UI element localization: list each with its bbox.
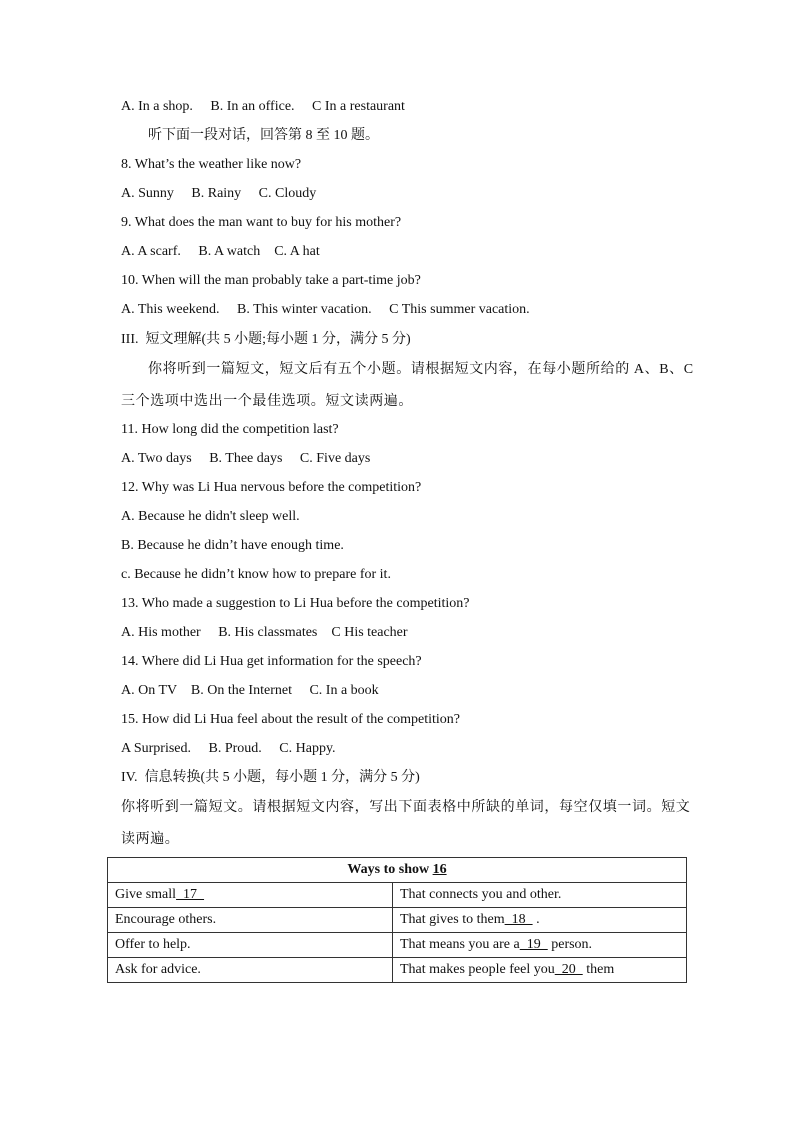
question-14: 14. Where did Li Hua get information for the speech?: [121, 654, 422, 669]
q12-option-a: A. Because he didn't sleep well.: [121, 509, 300, 524]
cell-text: Give small: [115, 887, 177, 902]
table-cell-left: [108, 958, 393, 983]
table-cell-left: [108, 933, 393, 958]
q8-options: A. Sunny B. Rainy C. Cloudy: [121, 186, 317, 201]
table-header-text: Ways to show: [347, 862, 433, 877]
info-table: [107, 857, 687, 983]
cell-text-after: .: [532, 912, 540, 927]
q10-options: A. This weekend. B. This winter vacation. C This summer vacation.: [121, 302, 530, 317]
question-8: 8. What’s the weather like now?: [121, 157, 302, 172]
section-iv-instruction-2: 读两遍。: [121, 832, 180, 847]
cell-text: That means you are a: [400, 937, 520, 952]
cell-text-after: person.: [547, 937, 593, 952]
q12-option-c: c. Because he didn’t know how to prepare for it.: [121, 567, 391, 582]
table-cell-right: [393, 883, 687, 908]
table-row: [108, 958, 687, 983]
blank-18: 18: [504, 912, 533, 927]
cell-text-after: them: [582, 962, 615, 977]
question-9: 9. What does the man want to buy for his mother?: [121, 215, 402, 230]
q12-option-b: B. Because he didn’t have enough time.: [121, 538, 344, 553]
section-iii-heading: III. 短文理解(共 5 小题;每小题 1 分，满分 5 分): [121, 332, 411, 347]
table-cell-left: [108, 908, 393, 933]
blank-20: 20: [554, 962, 583, 977]
q7-options: A. In a shop. B. In an office. C In a restaurant: [121, 99, 405, 114]
table-cell-left: [108, 883, 393, 908]
table-row: [108, 883, 687, 908]
table-header-row: [108, 858, 687, 883]
table-row: [108, 908, 687, 933]
cell-text: That makes people feel you: [400, 962, 555, 977]
blank-16: 16: [432, 862, 447, 877]
cell-text: Encourage others.: [115, 912, 217, 927]
q14-options: A. On TV B. On the Internet C. In a book: [121, 683, 379, 698]
table-cell-right: [393, 933, 687, 958]
question-11: 11. How long did the competition last?: [121, 422, 339, 437]
section-iii-instruction-1: 你将听到一篇短文，短文后有五个小题。请根据短文内容，在每小题所给的 A、B、C: [148, 362, 694, 377]
table-row: [108, 933, 687, 958]
q13-options: A. His mother B. His classmates C His teacher: [121, 625, 408, 640]
section-instruction-8-10: 听下面一段对话，回答第 8 至 10 题。: [148, 128, 379, 143]
cell-text: Offer to help.: [115, 937, 191, 952]
cell-text: Ask for advice.: [115, 962, 201, 977]
question-10: 10. When will the man probably take a part-time job?: [121, 273, 421, 288]
table-cell-right: [393, 958, 687, 983]
table-cell-right: [393, 908, 687, 933]
section-iv-heading: IV. 信息转换(共 5 小题，每小题 1 分，满分 5 分): [121, 770, 420, 785]
table-header-cell: [108, 858, 687, 883]
blank-17: 17: [176, 887, 205, 902]
question-15: 15. How did Li Hua feel about the result of the competition?: [121, 712, 461, 727]
section-iii-instruction-2: 三个选项中选出一个最佳选项。短文读两遍。: [121, 394, 413, 409]
q11-options: A. Two days B. Thee days C. Five days: [121, 451, 371, 466]
section-iv-instruction-1: 你将听到一篇短文。请根据短文内容，写出下面表格中所缺的单词，每空仅填一词。短文: [121, 800, 691, 815]
cell-text: That connects you and other.: [400, 887, 562, 902]
cell-text: That gives to them: [400, 912, 505, 927]
question-13: 13. Who made a suggestion to Li Hua before the competition?: [121, 596, 470, 611]
blank-19: 19: [519, 937, 548, 952]
q15-options: A Surprised. B. Proud. C. Happy.: [121, 741, 336, 756]
question-12: 12. Why was Li Hua nervous before the competition?: [121, 480, 422, 495]
q9-options: A. A scarf. B. A watch C. A hat: [121, 244, 320, 259]
